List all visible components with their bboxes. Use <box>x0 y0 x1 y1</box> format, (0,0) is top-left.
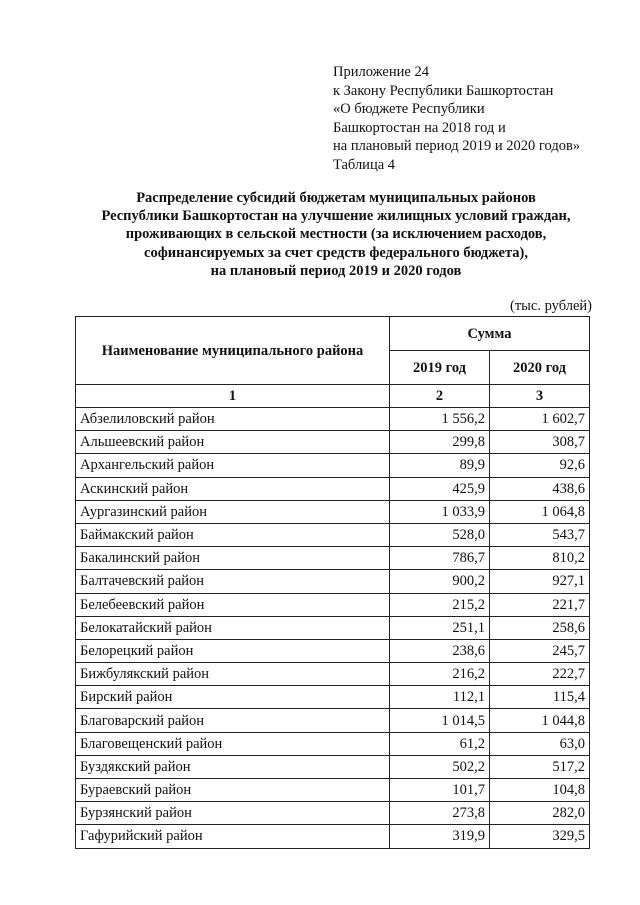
title-line: проживающих в сельской местности (за исключением расходов, <box>125 226 547 243</box>
district-name-cell: Бижбулякский район <box>76 663 390 686</box>
district-name-cell: Белокатайский район <box>76 616 390 639</box>
district-name-cell: Белорецкий район <box>76 639 390 662</box>
value-2019-cell: 216,2 <box>390 663 490 686</box>
district-name-cell: Бакалинский район <box>76 547 390 570</box>
header-2019: 2019 год <box>390 351 490 385</box>
appendix-header <box>333 63 580 175</box>
column-number: 1 <box>76 385 390 408</box>
value-2019-cell: 502,2 <box>390 755 490 778</box>
value-2019-cell: 299,8 <box>390 431 490 454</box>
district-name-cell: Благовещенский район <box>76 732 390 755</box>
table-row <box>76 616 590 639</box>
district-name-cell: Абзелиловский район <box>76 408 390 431</box>
table-body <box>76 408 590 849</box>
district-name-cell: Баймакский район <box>76 523 390 546</box>
table-row <box>76 663 590 686</box>
table-row <box>76 593 590 616</box>
value-2020-cell: 308,7 <box>490 431 590 454</box>
title-line: на плановый период 2019 и 2020 годов <box>210 262 462 279</box>
appendix-line: Башкортостан на 2018 год и <box>333 119 506 136</box>
district-name-cell: Аскинский район <box>76 477 390 500</box>
table-row <box>76 454 590 477</box>
value-2020-cell: 221,7 <box>490 593 590 616</box>
title-line: Республики Башкортостан на улучшение жилищных условий граждан, <box>101 208 571 225</box>
district-name-cell: Аургазинский район <box>76 500 390 523</box>
value-2019-cell: 1 556,2 <box>390 408 490 431</box>
document-title <box>40 189 632 280</box>
district-name-cell: Буздякский район <box>76 755 390 778</box>
value-2019-cell: 900,2 <box>390 570 490 593</box>
table-row <box>76 802 590 825</box>
table-row <box>76 500 590 523</box>
district-name-cell: Бураевский район <box>76 779 390 802</box>
value-2019-cell: 215,2 <box>390 593 490 616</box>
value-2020-cell: 543,7 <box>490 523 590 546</box>
value-2020-cell: 245,7 <box>490 639 590 662</box>
value-2020-cell: 115,4 <box>490 686 590 709</box>
value-2019-cell: 89,9 <box>390 454 490 477</box>
value-2019-cell: 786,7 <box>390 547 490 570</box>
value-2020-cell: 1 602,7 <box>490 408 590 431</box>
table-row <box>76 639 590 662</box>
value-2019-cell: 238,6 <box>390 639 490 662</box>
district-name-cell: Белебеевский район <box>76 593 390 616</box>
table-row <box>76 779 590 802</box>
value-2019-cell: 273,8 <box>390 802 490 825</box>
value-2020-cell: 104,8 <box>490 779 590 802</box>
district-name-cell: Бурзянский район <box>76 802 390 825</box>
header-district-name: Наименование муниципального района <box>76 317 390 385</box>
district-name-cell: Архангельский район <box>76 454 390 477</box>
value-2020-cell: 810,2 <box>490 547 590 570</box>
header-sum: Сумма <box>390 317 590 351</box>
units-label: (тыс. рублей) <box>510 298 592 314</box>
value-2020-cell: 329,5 <box>490 825 590 848</box>
district-name-cell: Альшеевский район <box>76 431 390 454</box>
table-row <box>76 570 590 593</box>
table-row <box>76 755 590 778</box>
table-row <box>76 547 590 570</box>
table-row <box>76 732 590 755</box>
district-name-cell: Благоварский район <box>76 709 390 732</box>
value-2019-cell: 319,9 <box>390 825 490 848</box>
value-2019-cell: 61,2 <box>390 732 490 755</box>
appendix-line: к Закону Республики Башкортостан <box>333 82 554 99</box>
column-number: 2 <box>390 385 490 408</box>
district-name-cell: Бирский район <box>76 686 390 709</box>
table-row <box>76 431 590 454</box>
value-2020-cell: 258,6 <box>490 616 590 639</box>
appendix-line: Таблица 4 <box>333 156 396 173</box>
table-row <box>76 825 590 848</box>
value-2020-cell: 282,0 <box>490 802 590 825</box>
table-row <box>76 709 590 732</box>
table-row <box>76 686 590 709</box>
value-2020-cell: 63,0 <box>490 732 590 755</box>
title-line: Распределение субсидий бюджетам муниципальных районов <box>136 190 536 206</box>
table-row <box>76 477 590 500</box>
district-name-cell: Гафурийский район <box>76 825 390 848</box>
value-2019-cell: 251,1 <box>390 616 490 639</box>
value-2019-cell: 1 033,9 <box>390 500 490 523</box>
value-2020-cell: 438,6 <box>490 477 590 500</box>
value-2020-cell: 927,1 <box>490 570 590 593</box>
appendix-line: на плановый период 2019 и 2020 годов» <box>333 138 581 155</box>
value-2020-cell: 1 044,8 <box>490 709 590 732</box>
district-name-cell: Балтачевский район <box>76 570 390 593</box>
column-number: 3 <box>490 385 590 408</box>
value-2020-cell: 517,2 <box>490 755 590 778</box>
table-row <box>76 408 590 431</box>
header-2020: 2020 год <box>490 351 590 385</box>
title-line: софинансируемых за счет средств федерального бюджета), <box>144 244 528 261</box>
appendix-line: Приложение 24 <box>333 64 429 80</box>
value-2019-cell: 1 014,5 <box>390 709 490 732</box>
value-2020-cell: 92,6 <box>490 454 590 477</box>
value-2020-cell: 1 064,8 <box>490 500 590 523</box>
appendix-line: «О бюджете Республики <box>333 101 485 118</box>
table-row <box>76 523 590 546</box>
value-2019-cell: 101,7 <box>390 779 490 802</box>
value-2020-cell: 222,7 <box>490 663 590 686</box>
value-2019-cell: 528,0 <box>390 523 490 546</box>
subsidy-table <box>75 316 590 849</box>
value-2019-cell: 425,9 <box>390 477 490 500</box>
value-2019-cell: 112,1 <box>390 686 490 709</box>
